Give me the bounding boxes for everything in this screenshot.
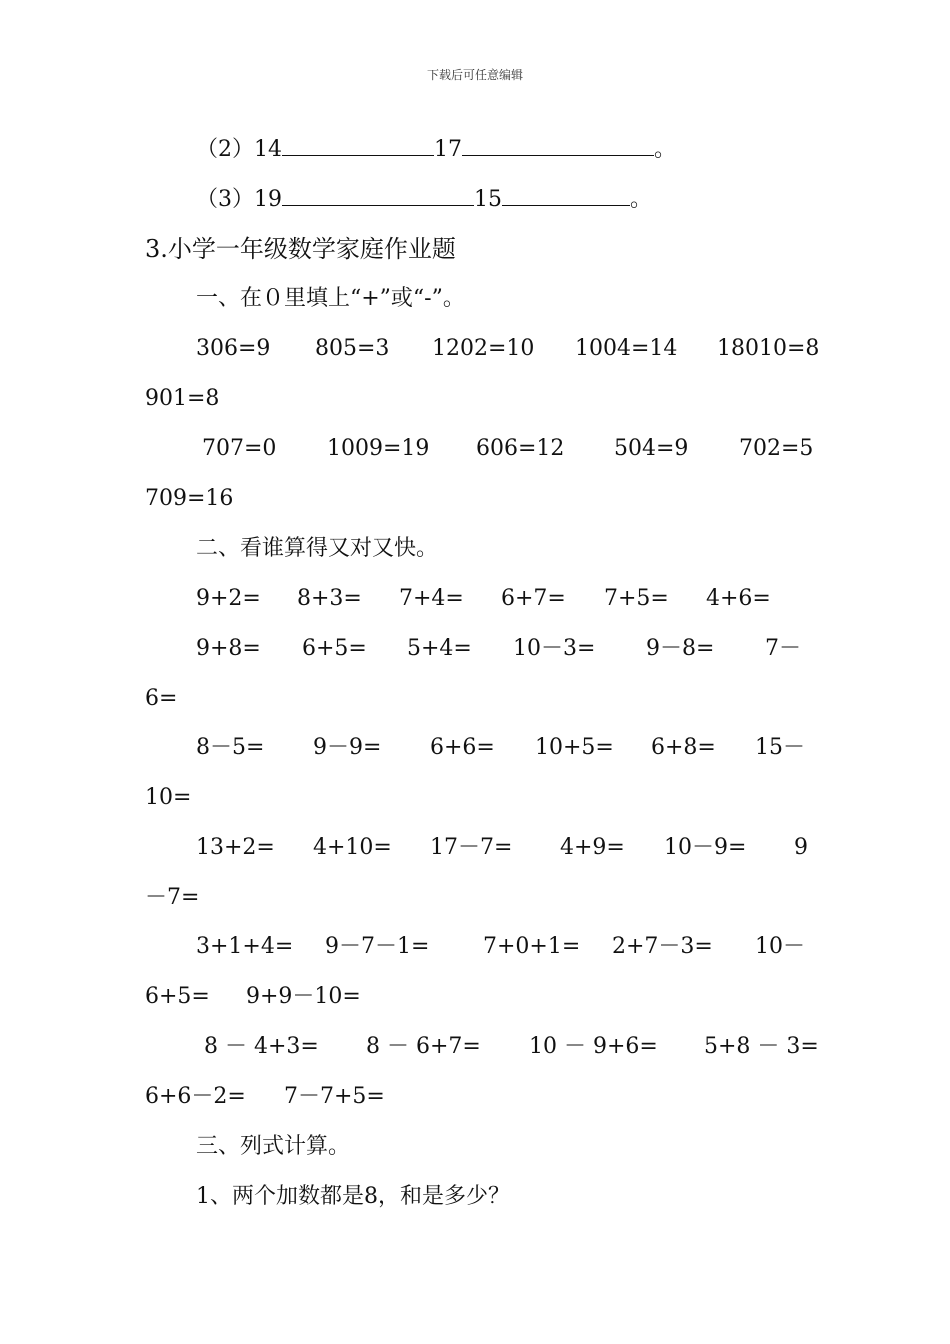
part2-title: 二、看谁算得又对又快。 (196, 536, 439, 561)
blank-underline[interactable] (462, 137, 654, 156)
fill-line-end: 。 (630, 187, 653, 212)
equation: 805=3 (315, 336, 390, 361)
equation: 9－7－1= (325, 934, 430, 959)
equation: 7+4= (399, 586, 464, 611)
equation: 9+9－10= (246, 984, 361, 1009)
equation: 9－9= (313, 735, 382, 760)
fill-line-mid: 15 (474, 187, 502, 212)
equation: 10+5= (535, 735, 614, 760)
equation: 4+9= (560, 835, 625, 860)
equation: 6+5= (145, 984, 210, 1009)
equation: 6+6= (430, 735, 495, 760)
equation: 6+7= (501, 586, 566, 611)
equation: 709=16 (145, 486, 234, 511)
equation: 4+6= (706, 586, 771, 611)
part3-title: 三、列式计算。 (196, 1134, 351, 1159)
equation: 6+6－2= (145, 1084, 246, 1109)
fill-line-end: 。 (654, 137, 677, 162)
equation: 3+1+4= (196, 934, 294, 959)
equation: 10= (145, 785, 192, 810)
equation: 10－9= (664, 835, 747, 860)
blank-underline[interactable] (502, 187, 630, 206)
equation: 702=5 (739, 436, 814, 461)
page-header: 下载后可任意编辑 (426, 68, 523, 82)
equation: 15－ (755, 735, 805, 760)
equation: 7+5= (604, 586, 669, 611)
part3-question-1: 1、两个加数都是8，和是多少？ (196, 1184, 510, 1209)
fill-line-2 (196, 137, 676, 163)
part1-title: 一、在０里填上“+”或“-”。 (196, 286, 465, 311)
equation: 9 (794, 835, 808, 860)
equation: 9－8= (646, 636, 715, 661)
equation: 6+5= (302, 636, 367, 661)
fill-line-mid: 17 (434, 137, 462, 162)
equation: 1004=14 (575, 336, 678, 361)
equation: 6= (145, 686, 178, 711)
equation: 13+2= (196, 835, 275, 860)
equation: 707=0 (202, 436, 277, 461)
equation: －7= (145, 885, 200, 910)
equation: 5+4= (407, 636, 472, 661)
blank-underline[interactable] (282, 187, 474, 206)
equation: 901=8 (145, 386, 220, 411)
fill-line-label: （3）19 (196, 187, 282, 212)
equation: 306=9 (196, 336, 271, 361)
equation: 8+3= (297, 586, 362, 611)
equation: 6+8= (651, 735, 716, 760)
equation: 18010=8 (717, 336, 820, 361)
fill-line-3 (196, 187, 652, 213)
equation: 7－7+5= (284, 1084, 385, 1109)
equation: 9+8= (196, 636, 261, 661)
equation: 8－5= (196, 735, 265, 760)
equation: 10－ (755, 934, 805, 959)
section-title: 3.小学一年级数学家庭作业题 (145, 235, 456, 263)
equation: 1009=19 (327, 436, 430, 461)
fill-line-label: （2）14 (196, 137, 282, 162)
equation: 7－ (765, 636, 801, 661)
blank-underline[interactable] (282, 137, 434, 156)
equation: 8 － 4+3= (204, 1034, 319, 1059)
equation: 8 － 6+7= (366, 1034, 481, 1059)
equation: 5+8 － 3= (704, 1034, 819, 1059)
equation: 2+7－3= (612, 934, 713, 959)
equation: 4+10= (313, 835, 392, 860)
equation: 17－7= (430, 835, 513, 860)
equation: 7+0+1= (483, 934, 581, 959)
equation: 9+2= (196, 586, 261, 611)
equation: 504=9 (614, 436, 689, 461)
equation: 10－3= (513, 636, 596, 661)
equation: 1202=10 (432, 336, 535, 361)
equation: 606=12 (476, 436, 565, 461)
equation: 10 － 9+6= (529, 1034, 658, 1059)
